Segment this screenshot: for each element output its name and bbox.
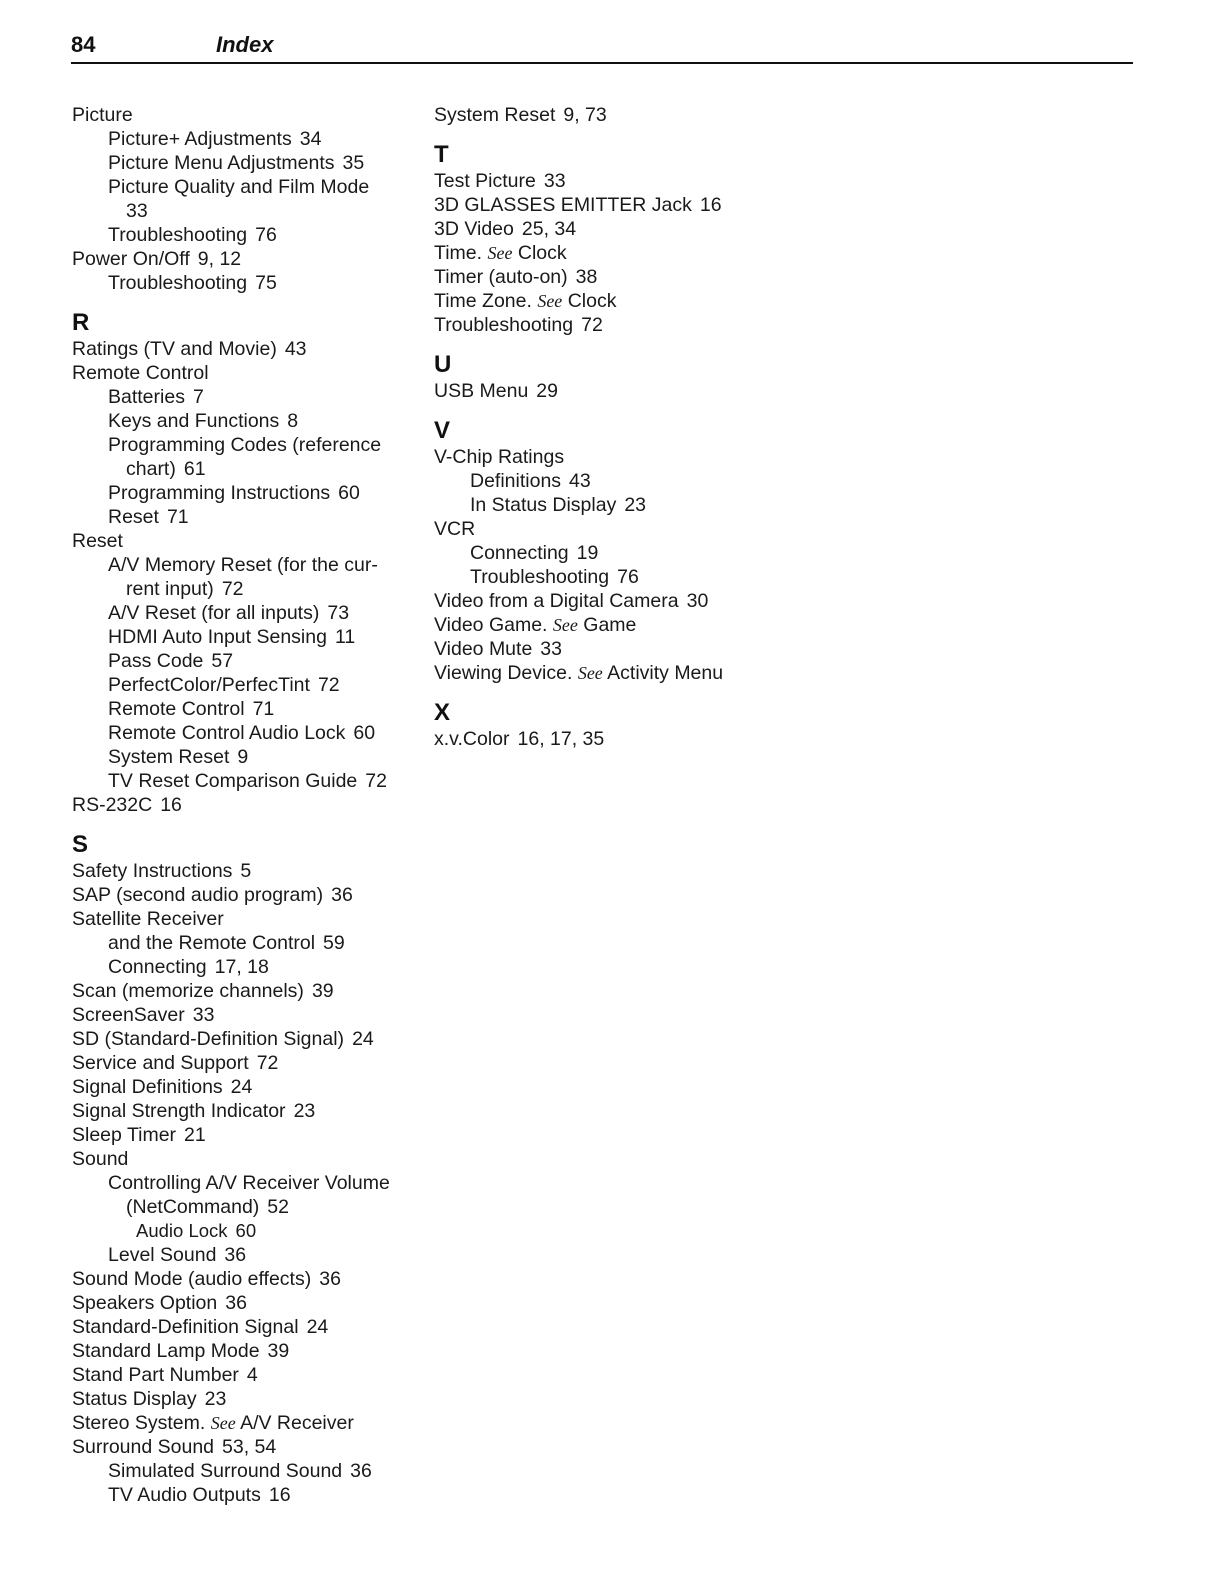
- entry-term: Connecting: [470, 542, 569, 564]
- index-entry: [72, 1411, 412, 1435]
- entry-term: Troubleshooting: [470, 566, 610, 588]
- entry-page-numbers: 24: [230, 1076, 253, 1098]
- index-entry: [434, 193, 794, 217]
- entry-page-numbers: 35: [342, 152, 365, 174]
- index-column-left: [72, 103, 412, 1507]
- entry-page-numbers: 29: [536, 380, 558, 402]
- entry-page-numbers: 7: [192, 386, 204, 408]
- entry-term: Video from a Digital Camera: [434, 590, 679, 612]
- index-entry: [72, 529, 412, 553]
- index-letter-heading: V: [434, 417, 451, 444]
- entry-page-numbers: 39: [311, 980, 334, 1002]
- entry-term: Speakers Option: [72, 1292, 218, 1314]
- index-subentry: [72, 1243, 412, 1267]
- entry-page-numbers: 72: [317, 674, 340, 696]
- index-subentry: [72, 223, 412, 247]
- index-subentry: [72, 127, 412, 151]
- entry-page-numbers: 61: [183, 458, 206, 480]
- entry-page-numbers: 43: [569, 470, 591, 492]
- entry-page-numbers: 60: [353, 722, 376, 744]
- entry-page-numbers: 9, 12: [197, 248, 242, 270]
- index-entry: [72, 1387, 412, 1411]
- entry-page-numbers: 72: [221, 578, 244, 600]
- index-entry: [434, 241, 794, 265]
- entry-term: chart): [126, 458, 176, 480]
- entry-term: Power On/Off: [72, 248, 190, 270]
- entry-term: PerfectColor/PerfecTint: [108, 674, 310, 696]
- index-subentry: [72, 553, 412, 577]
- index-subentry: [72, 199, 412, 223]
- see-reference-label: See: [552, 615, 578, 635]
- index-entry: [72, 1291, 412, 1315]
- index-entry: [72, 1123, 412, 1147]
- entry-term: Picture Menu Adjustments: [108, 152, 335, 174]
- see-reference-label: See: [210, 1413, 236, 1433]
- index-entry: [72, 1339, 412, 1363]
- see-reference-label: See: [537, 291, 563, 311]
- index-entry: [72, 1027, 412, 1051]
- entry-term: Sleep Timer: [72, 1124, 177, 1146]
- index-subentry: [72, 433, 412, 457]
- entry-page-numbers: 71: [166, 506, 189, 528]
- index-entry: [72, 1099, 412, 1123]
- index-subentry: [72, 481, 412, 505]
- entry-term: USB Menu: [434, 380, 529, 402]
- entry-term: Satellite Receiver: [72, 908, 224, 930]
- entry-page-numbers: 72: [581, 314, 603, 336]
- entry-term: Time Zone.: [434, 290, 532, 312]
- index-entry: [434, 589, 794, 613]
- entry-term: Connecting: [108, 956, 207, 978]
- entry-term: and the Remote Control: [108, 932, 316, 954]
- index-entry: [434, 217, 794, 241]
- entry-page-numbers: 36: [224, 1244, 247, 1266]
- index-entry: [72, 1147, 412, 1171]
- entry-term: Sound: [72, 1148, 129, 1170]
- entry-page-numbers: 30: [686, 590, 709, 612]
- entry-page-numbers: 34: [299, 128, 322, 150]
- entry-page-numbers: 38: [575, 266, 598, 288]
- index-entry: [434, 445, 794, 469]
- entry-page-numbers: 9, 73: [563, 104, 607, 126]
- entry-page-numbers: 53, 54: [222, 1436, 277, 1458]
- entry-page-numbers: 71: [252, 698, 275, 720]
- index-letter-heading: U: [434, 351, 452, 378]
- entry-term: Video Game.: [434, 614, 548, 636]
- page-number: 84: [71, 32, 96, 57]
- entry-page-numbers: 33: [543, 170, 566, 192]
- see-reference-target: Activity Menu: [607, 662, 724, 684]
- entry-page-numbers: 24: [352, 1028, 374, 1050]
- entry-term: Reset: [108, 506, 159, 528]
- index-entry: [434, 661, 794, 685]
- entry-page-numbers: 72: [256, 1052, 279, 1074]
- page-header: [71, 30, 1133, 64]
- entry-page-numbers: 23: [204, 1388, 227, 1410]
- index-subentry: [72, 649, 412, 673]
- entry-page-numbers: 72: [365, 770, 387, 792]
- entry-page-numbers: 23: [624, 494, 647, 516]
- index-subentry: [72, 745, 412, 769]
- index-entry: [72, 1363, 412, 1387]
- index-letter-heading: R: [72, 309, 90, 336]
- index-entry: [434, 103, 794, 127]
- index-subentry: [72, 409, 412, 433]
- entry-term: TV Audio Outputs: [108, 1484, 261, 1506]
- index-subentry: [72, 1219, 412, 1243]
- entry-term: Standard Lamp Mode: [72, 1340, 260, 1362]
- entry-page-numbers: 19: [576, 542, 599, 564]
- index-entry: [434, 313, 794, 337]
- entry-term: Picture: [72, 104, 133, 126]
- index-subentry: [72, 175, 412, 199]
- index-entry: [72, 1051, 412, 1075]
- entry-term: 3D Video: [434, 218, 514, 240]
- entry-term: Time.: [434, 242, 483, 264]
- index-entry: [434, 613, 794, 637]
- entry-page-numbers: 11: [334, 626, 356, 648]
- entry-page-numbers: 36: [331, 884, 353, 906]
- index-column-right: [434, 103, 794, 751]
- index-subentry: [72, 1483, 412, 1507]
- index-subentry: [434, 541, 794, 565]
- entry-page-numbers: 36: [225, 1292, 247, 1314]
- index-subentry: [72, 1459, 412, 1483]
- entry-term: System Reset: [434, 104, 556, 126]
- index-letter-heading: T: [434, 141, 449, 168]
- entry-term: Service and Support: [72, 1052, 249, 1074]
- index-subentry: [72, 457, 412, 481]
- entry-term: Pass Code: [108, 650, 204, 672]
- entry-term: Sound Mode (audio effects): [72, 1268, 312, 1290]
- index-entry: [72, 907, 412, 931]
- index-subentry: [72, 1171, 412, 1195]
- entry-term: 33: [126, 200, 148, 222]
- entry-term: Controlling A/V Receiver Volume: [108, 1172, 390, 1194]
- entry-term: Surround Sound: [72, 1436, 215, 1458]
- entry-page-numbers: 76: [255, 224, 277, 246]
- index-entry: [72, 1075, 412, 1099]
- entry-page-numbers: 39: [267, 1340, 290, 1362]
- index-entry: [72, 1267, 412, 1291]
- entry-page-numbers: 43: [284, 338, 307, 360]
- index-entry: [434, 637, 794, 661]
- index-entry: [72, 883, 412, 907]
- entry-page-numbers: 9: [237, 746, 249, 768]
- entry-term: Remote Control Audio Lock: [108, 722, 346, 744]
- entry-term: Reset: [72, 530, 123, 552]
- index-entry: [72, 1315, 412, 1339]
- entry-term: TV Reset Comparison Guide: [108, 770, 358, 792]
- entry-term: 3D GLASSES EMITTER Jack: [434, 194, 692, 216]
- index-entry: [72, 361, 412, 385]
- entry-page-numbers: 16: [160, 794, 182, 816]
- entry-term: Signal Definitions: [72, 1076, 223, 1098]
- entry-page-numbers: 16: [699, 194, 722, 216]
- entry-page-numbers: 16, 17, 35: [517, 728, 605, 750]
- index-entry: [72, 1003, 412, 1027]
- index-subentry: [72, 955, 412, 979]
- entry-term: Status Display: [72, 1388, 197, 1410]
- entry-term: RS-232C: [72, 794, 153, 816]
- entry-page-numbers: 57: [211, 650, 234, 672]
- entry-term: Ratings (TV and Movie): [72, 338, 277, 360]
- entry-term: Audio Lock: [136, 1220, 228, 1241]
- index-entry: [72, 1435, 412, 1459]
- entry-term: Remote Control: [108, 698, 245, 720]
- index-subentry: [72, 601, 412, 625]
- entry-term: In Status Display: [470, 494, 617, 516]
- see-reference-target: A/V Receiver: [240, 1412, 354, 1434]
- entry-page-numbers: 33: [192, 1004, 215, 1026]
- index-entry: [72, 979, 412, 1003]
- see-reference-target: Game: [583, 614, 637, 636]
- section-title: Index: [216, 32, 274, 57]
- entry-page-numbers: 76: [617, 566, 639, 588]
- see-reference-label: See: [487, 243, 513, 263]
- index-subentry: [72, 769, 412, 793]
- index-subentry: [72, 151, 412, 175]
- entry-page-numbers: 36: [319, 1268, 341, 1290]
- index-letter-heading: X: [434, 699, 451, 726]
- entry-term: Scan (memorize channels): [72, 980, 304, 1002]
- entry-term: Stereo System.: [72, 1412, 206, 1434]
- index-subentry: [72, 505, 412, 529]
- entry-term: (NetCommand): [126, 1196, 260, 1218]
- entry-term: Video Mute: [434, 638, 533, 660]
- entry-term: Viewing Device.: [434, 662, 573, 684]
- entry-term: A/V Reset (for all inputs): [108, 602, 320, 624]
- index-entry: [434, 289, 794, 313]
- index-subentry: [72, 1195, 412, 1219]
- entry-term: Picture+ Adjustments: [108, 128, 292, 150]
- entry-term: Picture Quality and Film Mode: [108, 176, 370, 198]
- entry-page-numbers: 5: [240, 860, 252, 882]
- index-entry: [72, 247, 412, 271]
- entry-term: Troubleshooting: [434, 314, 574, 336]
- index-subentry: [434, 565, 794, 589]
- entry-page-numbers: 73: [327, 602, 350, 624]
- entry-page-numbers: 36: [350, 1460, 372, 1482]
- see-reference-target: Clock: [567, 290, 617, 312]
- index-subentry: [72, 385, 412, 409]
- index-entry: [72, 859, 412, 883]
- entry-page-numbers: 60: [235, 1220, 257, 1241]
- index-entry: [434, 379, 794, 403]
- index-entry: [434, 169, 794, 193]
- entry-term: Timer (auto-on): [434, 266, 568, 288]
- entry-term: Programming Instructions: [108, 482, 331, 504]
- entry-term: HDMI Auto Input Sensing: [108, 626, 327, 648]
- entry-term: Keys and Functions: [108, 410, 280, 432]
- entry-term: Remote Control: [72, 362, 209, 384]
- entry-page-numbers: 25, 34: [521, 218, 577, 240]
- entry-term: Batteries: [108, 386, 185, 408]
- entry-page-numbers: 60: [338, 482, 360, 504]
- index-subentry: [72, 673, 412, 697]
- entry-term: x.v.Color: [434, 728, 510, 750]
- entry-page-numbers: 23: [293, 1100, 316, 1122]
- entry-page-numbers: 16: [268, 1484, 291, 1506]
- entry-term: A/V Memory Reset (for the cur-: [108, 554, 378, 576]
- index-subentry: [434, 493, 794, 517]
- entry-page-numbers: 8: [287, 410, 299, 432]
- entry-term: Programming Codes (reference: [108, 434, 382, 456]
- see-reference-target: Clock: [517, 242, 567, 264]
- index-subentry: [72, 697, 412, 721]
- entry-term: Test Picture: [434, 170, 536, 192]
- entry-term: Level Sound: [108, 1244, 217, 1266]
- index-entry: [72, 337, 412, 361]
- entry-page-numbers: 33: [540, 638, 562, 660]
- entry-page-numbers: 17, 18: [214, 956, 269, 978]
- index-subentry: [72, 271, 412, 295]
- index-entry: [434, 517, 794, 541]
- index-letter-heading: S: [72, 831, 89, 858]
- index-subentry: [72, 931, 412, 955]
- entry-page-numbers: 24: [306, 1316, 329, 1338]
- entry-term: Troubleshooting: [108, 272, 248, 294]
- entry-term: VCR: [434, 518, 476, 540]
- entry-term: System Reset: [108, 746, 230, 768]
- entry-term: SD (Standard-Definition Signal): [72, 1028, 345, 1050]
- see-reference-label: See: [577, 663, 603, 683]
- entry-term: Signal Strength Indicator: [72, 1100, 286, 1122]
- entry-term: Troubleshooting: [108, 224, 248, 246]
- entry-term: rent input): [126, 578, 214, 600]
- entry-term: Stand Part Number: [72, 1364, 239, 1386]
- entry-term: Safety Instructions: [72, 860, 233, 882]
- entry-term: ScreenSaver: [72, 1004, 185, 1026]
- index-entry: [72, 103, 412, 127]
- entry-term: Standard-Definition Signal: [72, 1316, 299, 1338]
- entry-term: Simulated Surround Sound: [108, 1460, 343, 1482]
- entry-page-numbers: 75: [255, 272, 277, 294]
- entry-page-numbers: 4: [246, 1364, 258, 1386]
- index-subentry: [72, 577, 412, 601]
- index-subentry: [434, 469, 794, 493]
- entry-term: SAP (second audio program): [72, 884, 324, 906]
- entry-page-numbers: 59: [323, 932, 345, 954]
- index-subentry: [72, 625, 412, 649]
- entry-term: Definitions: [470, 470, 562, 492]
- index-subentry: [72, 721, 412, 745]
- entry-page-numbers: 52: [267, 1196, 289, 1218]
- index-entry: [434, 727, 794, 751]
- entry-page-numbers: 21: [184, 1124, 206, 1146]
- index-entry: [434, 265, 794, 289]
- index-entry: [72, 793, 412, 817]
- entry-term: V-Chip Ratings: [434, 446, 565, 468]
